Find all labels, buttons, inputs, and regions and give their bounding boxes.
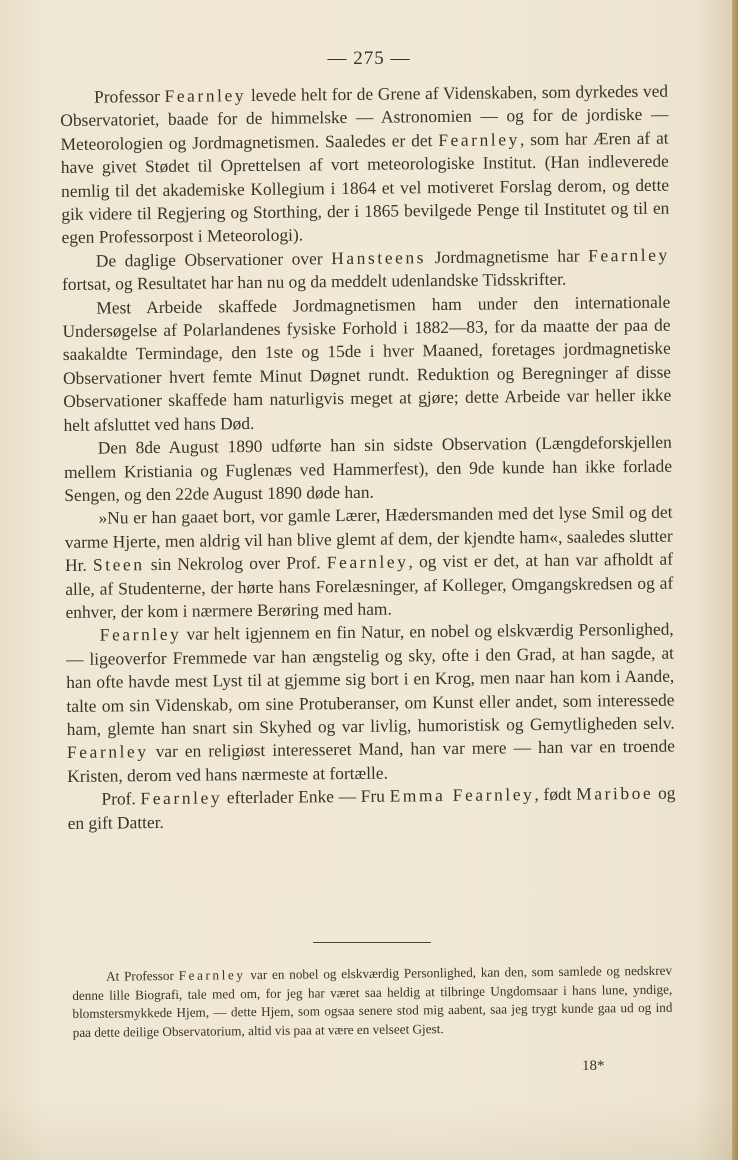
paragraph-2: De daglige Observationer over Hansteens Jordmagnetisme har Fearnley fortsat, og Resultatet har han nu og da meddelt udenlandske Tidsskrifter.	[61, 244, 670, 295]
spaced-name: Fearnley	[164, 85, 247, 106]
spaced-name: Fearnley	[66, 741, 149, 763]
body-text	[60, 80, 676, 835]
spaced-name: Emma Fearnley	[389, 784, 535, 806]
footnote-text: At Professor Fearnley var en nobel og elskværdig Personlighed, kan den, som samlede og nedskrev denne lille Biografi, tale med om, for jeg har været saa heldig at tilbringe Ungdomsaar i hans lune, yndige, blomstersmykkede Hjem, — dette Hjem, som ogsaa senere stod mig aabent, saa jeg trygt kunde gaa ud og ind paa dette deilige Observatorium, altid vis paa at være en velseet Gjest.	[72, 962, 673, 1040]
paragraph-4: Den 8de August 1890 udførte han sin sidste Observation (Længdeforskjellen mellem Kristiania og Fuglenæs ved Hammerfest), den 9de kunde han ikke forlade Sengen, og den 22de August 1890 døde han.	[63, 431, 673, 505]
spaced-name: Fearnley	[326, 551, 409, 573]
spaced-name: Steen	[92, 554, 145, 575]
spaced-name: Fearnley	[438, 128, 521, 150]
paragraph-5: »Nu er han gaaet bort, vor gamle Lærer, Hædersmanden med det lyse Smil og det varme Hjerte, men aldrig vil han blive glemt af dem, der kjendte ham«, saaledes slutter Hr. Steen sin Nekrolog over Prof. Fearnley, og vist er det, at han var afholdt af alle, af Studenterne, der hørte hans Forelæsninger, af Kolleger, Omgangskredsen og af enhver, der kom i nærmere Berøring med ham.	[64, 501, 674, 622]
spaced-name: Hansteens	[331, 247, 427, 269]
page-edge	[732, 0, 738, 1160]
spaced-name: Fearnley	[140, 787, 223, 809]
spaced-name: Fearnley	[588, 244, 670, 266]
spaced-name: Fearnley	[178, 967, 246, 983]
page-shadow	[0, 1100, 738, 1160]
spaced-name: Mariboe	[576, 783, 654, 804]
signature-mark: 18*	[582, 1058, 605, 1074]
spaced-name: Fearnley	[99, 624, 182, 645]
footnote	[72, 962, 673, 1043]
page-number: — 275 —	[327, 48, 411, 69]
paragraph-1: Professor Fearnley levede helt for de Grene af Videnskaben, som dyrkedes ved Observatoriet, baade for de himmelske — Astronomien — og for de jordiske — Meteorologien og Jordmagnetismen. Saaledes er det Fearnley, som har Æren af at have givet Stødet til Oprettelsen af vort meteorologiske Institut. (Han indleverede nemlig til det akademiske Kollegium i 1864 et vel motiveret Forslag derom, og dette gik videre til Regjering og Storthing, der i 1865 bevilgede Penge til Institutet og til en egen Professorpost i Meteorologi).	[60, 80, 670, 248]
paragraph-3: Mest Arbeide skaffede Jordmagnetismen ham under den internationale Undersøgelse af Polarlandenes fysiske Forhold i 1882—83, for da maatte der paa de saakaldte Termindage, den 1ste og 15de i hver Maaned, foretages jordmagnetiske Observationer hvert femte Minut Døgnet rundt. Reduktion og Beregninger af disse Observationer skaffede ham naturligvis meget at gjøre; dette Arbeide var heller ikke helt afsluttet ved hans Død.	[62, 291, 672, 435]
paragraph-7: Prof. Fearnley efterlader Enke — Fru Emma Fearnley, født Mariboe og en gift Datter.	[67, 782, 676, 833]
paragraph-6: Fearnley var helt igjennem en fin Natur, en nobel og elskværdig Personlighed, — ligeoverfor Fremmede var han ængstelig og sky, ofte i den Grad, at han sagde, at han ofte havde mest Lyst til at gjemme sig bort i en Krog, men naar han kom i Aande, talte om sin Videnskab, om sine Protuberanser, om Kunst eller andet, som interessede ham, glemte han snart sin Skyhed og var livlig, humoristisk og Gemytligheden selv. Fearnley var en religiøst interesseret Mand, han var mere — han var en troende Kristen, derom ved hans nærmeste at fortælle.	[65, 618, 676, 786]
separator-rule	[313, 942, 431, 943]
